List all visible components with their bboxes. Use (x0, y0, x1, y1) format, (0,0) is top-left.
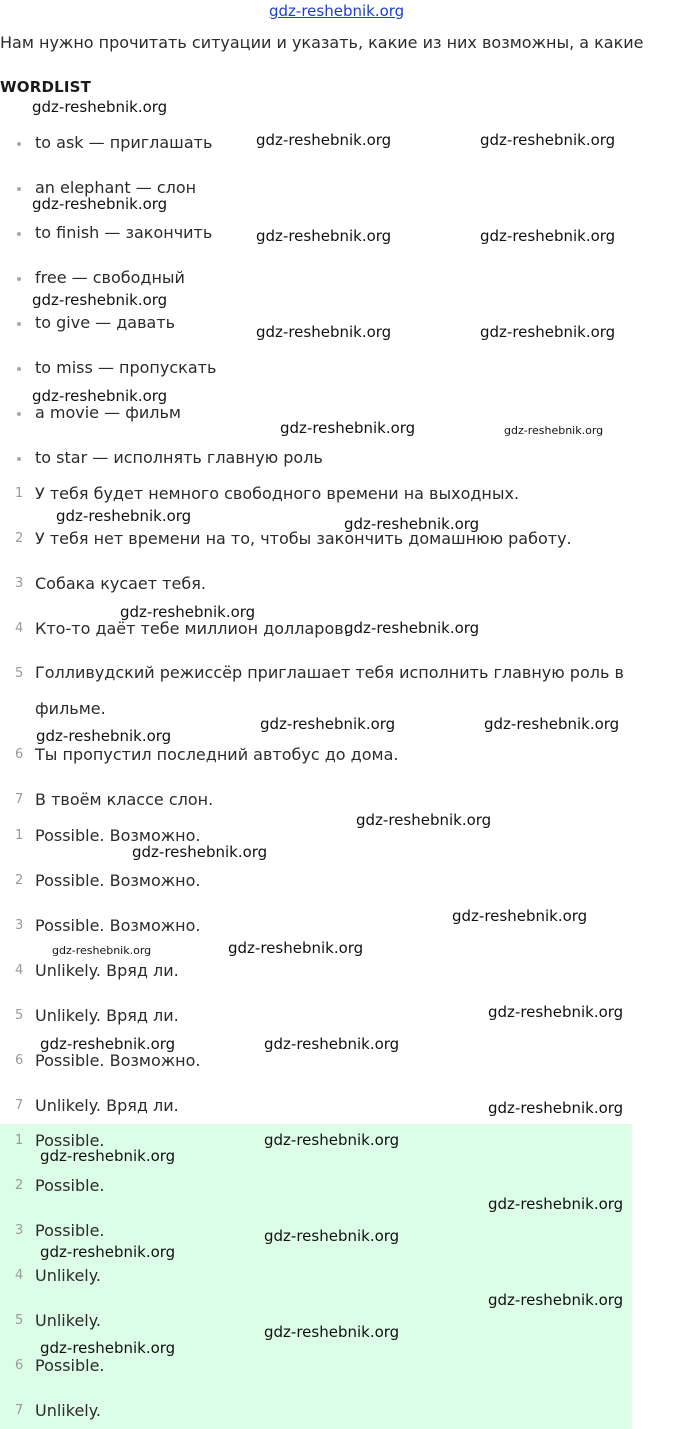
watermark: gdz-reshebnik.org (56, 507, 192, 525)
item-number: 7 (15, 792, 24, 807)
watermark: gdz-reshebnik.org (484, 715, 620, 733)
watermark: gdz-reshebnik.org (36, 727, 172, 745)
answer-text: Possible. (35, 1221, 105, 1240)
watermark: gdz-reshebnik.org (260, 715, 396, 733)
answer-text: Possible. (35, 1356, 105, 1375)
situation-text: У тебя будет немного свободного времени на выходных. (35, 484, 520, 503)
bullet-icon (17, 322, 21, 326)
watermark: gdz-reshebnik.org (120, 603, 256, 621)
situation-text: В твоём классе слон. (35, 790, 214, 809)
watermark: gdz-reshebnik.org (32, 291, 168, 309)
watermark: gdz-reshebnik.org (356, 811, 492, 829)
watermark: gdz-reshebnik.org (256, 131, 392, 149)
wordlist-heading: WORDLIST (0, 78, 92, 96)
wordlist-item-text: to ask — приглашать (35, 133, 213, 152)
watermark: gdz-reshebnik.org (40, 1035, 176, 1053)
watermark: gdz-reshebnik.org (132, 843, 268, 861)
watermark: gdz-reshebnik.org (40, 1339, 176, 1357)
wordlist-item-text: an elephant — слон (35, 178, 197, 197)
item-number: 2 (15, 1178, 24, 1193)
header-watermark-link[interactable]: gdz-reshebnik.org (269, 2, 405, 20)
item-number: 1 (15, 486, 24, 501)
bullet-icon (17, 367, 21, 371)
watermark: gdz-reshebnik.org (264, 1227, 400, 1245)
bullet-icon (17, 232, 21, 236)
item-number: 1 (15, 1133, 24, 1148)
watermark: gdz-reshebnik.org (488, 1003, 624, 1021)
watermark: gdz-reshebnik.org (488, 1291, 624, 1309)
bullet-icon (17, 457, 21, 461)
bullet-icon (17, 412, 21, 416)
bullet-icon (17, 277, 21, 281)
answer-text: Possible. (35, 1176, 105, 1195)
intro-text: Нам нужно прочитать ситуации и указать, какие из них возможны, а какие (0, 33, 644, 52)
item-number: 6 (15, 1358, 24, 1373)
answer-text: Unlikely. Вряд ли. (35, 1006, 179, 1025)
item-number: 1 (15, 828, 24, 843)
situation-text: У тебя нет времени на то, чтобы закончить домашнюю работу. (35, 529, 572, 548)
item-number: 3 (15, 1223, 24, 1238)
answer-text: Unlikely. Вряд ли. (35, 961, 179, 980)
watermark: gdz-reshebnik.org (488, 1099, 624, 1117)
item-number: 6 (15, 1053, 24, 1068)
wordlist-item-text: free — свободный (35, 268, 185, 287)
situation-text: Собака кусает тебя. (35, 574, 206, 593)
watermark: gdz-reshebnik.org (264, 1035, 400, 1053)
watermark: gdz-reshebnik.org (264, 1323, 400, 1341)
situation-text: Голливудский режиссёр приглашает тебя исполнить главную роль в фильме. (35, 663, 624, 718)
answer-text: Unlikely. (35, 1311, 101, 1330)
watermark: gdz-reshebnik.org (480, 227, 616, 245)
answer-text: Unlikely. (35, 1266, 101, 1285)
item-number: 5 (15, 1008, 24, 1023)
watermark: gdz-reshebnik.org (32, 195, 168, 213)
wordlist-item-text: a movie — фильм (35, 403, 181, 422)
bullet-icon (17, 142, 21, 146)
wordlist-item-text: to star — исполнять главную роль (35, 448, 323, 467)
answer-text: Possible. Возможно. (35, 826, 201, 845)
item-number: 3 (15, 918, 24, 933)
watermark: gdz-reshebnik.org (264, 1131, 400, 1149)
item-number: 6 (15, 747, 24, 762)
watermark: gdz-reshebnik.org (40, 1243, 176, 1261)
watermark: gdz-reshebnik.org (256, 323, 392, 341)
answer-text: Possible. Возможно. (35, 916, 201, 935)
item-number: 4 (15, 621, 24, 636)
item-number: 7 (15, 1098, 24, 1113)
item-number: 2 (15, 531, 24, 546)
answer-text: Possible. Возможно. (35, 1051, 201, 1070)
watermark: gdz-reshebnik.org (344, 515, 480, 533)
watermark: gdz-reshebnik.org (40, 1147, 176, 1165)
item-number: 4 (15, 963, 24, 978)
watermark: gdz-reshebnik.org (52, 944, 152, 957)
answer-text: Unlikely. (35, 1401, 101, 1420)
wordlist-item-text: to give — давать (35, 313, 176, 332)
situation-text: Ты пропустил последний автобус до дома. (35, 745, 399, 764)
watermark: gdz-reshebnik.org (228, 939, 364, 957)
watermark: gdz-reshebnik.org (480, 323, 616, 341)
watermark: gdz-reshebnik.org (480, 131, 616, 149)
watermark: gdz-reshebnik.org (280, 419, 416, 437)
situation-text: Кто-то даёт тебе миллион долларов. (35, 619, 349, 638)
item-number: 7 (15, 1403, 24, 1418)
watermark: gdz-reshebnik.org (504, 424, 604, 437)
item-number: 3 (15, 576, 24, 591)
answer-text: Possible. Возможно. (35, 871, 201, 890)
watermark: gdz-reshebnik.org (452, 907, 588, 925)
item-number: 4 (15, 1268, 24, 1283)
watermark: gdz-reshebnik.org (344, 619, 480, 637)
wordlist-item-text: to miss — пропускать (35, 358, 217, 377)
item-number: 5 (15, 666, 24, 681)
watermark: gdz-reshebnik.org (488, 1195, 624, 1213)
watermark: gdz-reshebnik.org (256, 227, 392, 245)
watermark: gdz-reshebnik.org (32, 387, 168, 405)
wordlist-item-text: to finish — закончить (35, 223, 213, 242)
bullet-icon (17, 187, 21, 191)
answer-text: Possible. (35, 1131, 105, 1150)
answer-text: Unlikely. Вряд ли. (35, 1096, 179, 1115)
watermark: gdz-reshebnik.org (32, 98, 168, 116)
item-number: 2 (15, 873, 24, 888)
item-number: 5 (15, 1313, 24, 1328)
